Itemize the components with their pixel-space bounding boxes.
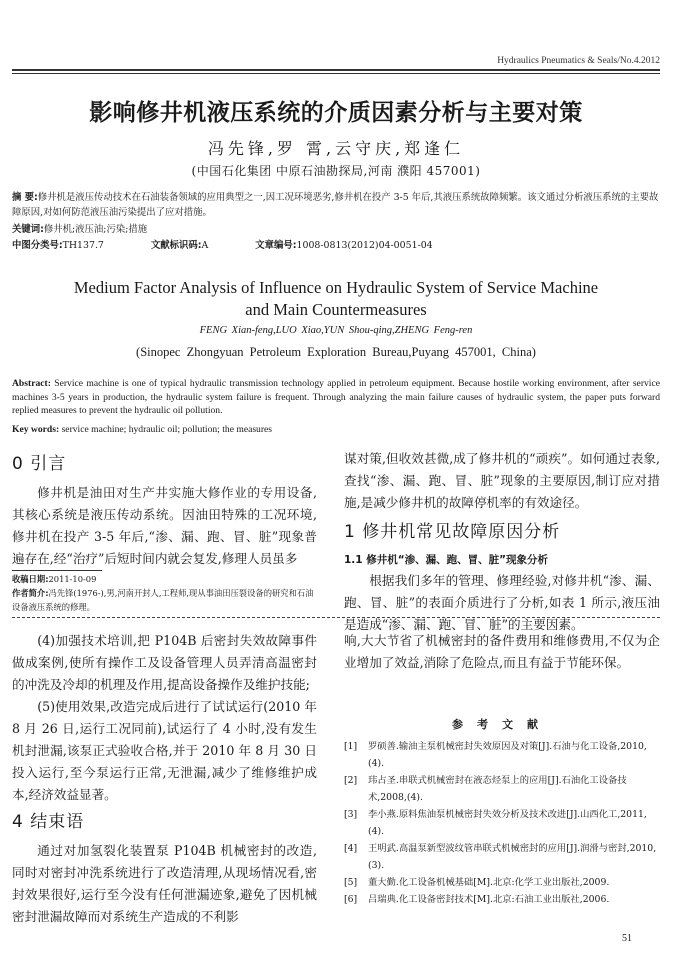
keywords-zh xyxy=(12,222,660,237)
article-separator xyxy=(12,617,660,618)
abstract-zh-text: 修井机是液压传动技术在石油装备领域的应用典型之一,因工况环境恶劣,修井机在投产 3-5 年后,其液压系统故障频繁。该文通过分析液压系统的主要故障原因,对如何防范液压油污染提出了应对措施。 xyxy=(12,192,659,218)
lower-right-column xyxy=(344,630,660,674)
reference-number: [5] xyxy=(344,877,358,888)
affiliation-zh: (中国石化集团 中原石油勘探局,河南 濮阳 457001) xyxy=(191,164,481,178)
conclusion-paragraph: 通过对加氢裂化装置泵 P104B 机械密封的改造,同时对密封冲洗系统进行了改造清理,从现场情况看,密封效果很好,运行至今没有任何泄漏迹象,避免了因机械密封泄漏故障而对系统生产造成的不利影 xyxy=(12,843,317,924)
reference-text: 罗硕善.输油主泵机械密封失效原因及对策[J].石油与化工设备,2010,(4). xyxy=(368,741,647,769)
section-1-heading: 1 修井机常见故障原因分析 xyxy=(344,522,561,542)
intro-paragraph: 修井机是油田对生产井实施大修作业的专用设备,其核心系统是液压传动系统。因油田特殊的工况环境,修井机在投产 3-5 年后,“渗、漏、跑、冒、脏”现象普遍存在,经“治疗”后短时间内就会复发,修理人员虽多 xyxy=(12,485,317,566)
paper-title-zh: 影响修井机液压系统的介质因素分析与主要对策 xyxy=(89,100,583,126)
received-date: 收稿日期:2011-10-09 xyxy=(12,574,97,584)
section-4-heading: 4 结束语 xyxy=(12,812,85,832)
abstract-en xyxy=(12,377,660,418)
clc-code: 中图分类号:TH137.7 xyxy=(12,240,104,251)
keywords-zh-label: 关键词: xyxy=(12,224,44,235)
article-number: 文章编号:1008-0813(2012)04-0051-04 xyxy=(255,240,433,251)
reference-text: 董大勤.化工设备机械基础[M].北京:化学工业出版社,2009. xyxy=(368,877,610,888)
references-list xyxy=(344,738,660,908)
keywords-zh-text: 修井机;液压油;污染;措施 xyxy=(43,224,148,235)
reference-text: 玮占圣.串联式机械密封在液态烃泵上的应用[J].石油化工设备技术,2008,(4). xyxy=(368,775,627,803)
reference-number: [1] xyxy=(344,741,358,752)
abstract-en-label: Abstract: xyxy=(12,378,51,389)
journal-header: Hydraulics Pneumatics & Seals/No.4.2012 xyxy=(497,56,660,66)
keywords-en-label: Key words: xyxy=(12,424,60,435)
section-1-1-paragraph: 根据我们多年的管理、修理经验,对修井机“渗、漏、跑、冒、脏”的表面介质进行了分析,如表 1 所示,液压油是造成“渗、漏、跑、冒、脏”的主要因素。 xyxy=(344,573,660,632)
lower-left-column xyxy=(12,630,317,928)
doc-code: 文献标识码:A xyxy=(150,240,209,251)
reference-number: [3] xyxy=(344,809,358,820)
references-title: 参考文献 xyxy=(452,718,552,731)
paper-title-en xyxy=(12,277,660,321)
abstract-en-text: Service machine is one of typical hydraulic transmission technology applied in petroleum equipment. Because hostile working environment, after service machines 3-5 years in production, the hydraulic system failure is frequent. Through analyzing the main failure causes of hydraulic system, the paper puts forward replied measures to prevent the hydraulic oil pollution. xyxy=(12,378,660,416)
authors-zh: 冯先锋,罗 霄,云守庆,郑逢仁 xyxy=(207,139,465,158)
reference-text: 王明武.高温泵新型波纹管串联式机械密封的应用[J].润滑与密封,2010,(3). xyxy=(368,843,657,871)
reference-number: [4] xyxy=(344,843,358,854)
item-4-paragraph: (4)加强技术培训,把 P104B 后密封失效故障事件做成案例,使所有操作工及设备管理人员弄清高温密封的冲洗及冷却的机理及作用,提高设备操作及维护技能; xyxy=(12,633,317,692)
intro-paragraph-continued: 谋对策,但收效甚微,成了修井机的“顽疾”。如何通过表象,查找“渗、漏、跑、冒、脏”现象的主要原因,制订应对措施,是减少修井机的故障停机率的有效途径。 xyxy=(344,451,660,510)
classification-row xyxy=(12,238,660,253)
reference-item xyxy=(344,840,660,874)
reference-item xyxy=(344,772,660,806)
authors-en: FENG Xian-feng,LUO Xiao,YUN Shou-qing,ZHENG Feng-ren xyxy=(199,325,473,336)
header-rule-thin xyxy=(12,73,660,74)
header-rule xyxy=(12,69,660,71)
conclusion-paragraph-continued: 响,大大节省了机械密封的备件费用和维修费用,不仅为企业增加了效益,消除了危险点,而且有益于节能环保。 xyxy=(344,633,660,670)
abstract-zh xyxy=(12,190,660,220)
reference-number: [6] xyxy=(344,894,358,905)
abstract-zh-label: 摘 要: xyxy=(12,192,38,203)
affiliation-en: (Sinopec Zhongyuan Petroleum Exploration Bureau,Puyang 457001, China) xyxy=(136,345,536,359)
footnote-rule xyxy=(12,570,102,571)
subsection-1-1-heading: 1.1 修井机“渗、漏、跑、冒、脏”现象分析 xyxy=(344,554,549,566)
section-0-heading: 0 引言 xyxy=(12,454,67,474)
reference-item xyxy=(344,891,660,908)
keywords-en-text: service machine; hydraulic oil; pollution; the measures xyxy=(61,424,273,435)
paper-title-en-line1: Medium Factor Analysis of Influence on Hydraulic System of Service Machine xyxy=(73,278,599,297)
paper-title-en-line2: and Main Countermeasures xyxy=(245,300,427,319)
reference-item xyxy=(344,874,660,891)
reference-text: 吕瑞典.化工设备密封技术[M].北京:石油工业出版社,2006. xyxy=(368,894,610,905)
upper-left-column xyxy=(12,448,317,570)
reference-number: [2] xyxy=(344,775,358,786)
page-number: 51 xyxy=(622,933,632,944)
reference-text: 李小燕.原料焦油泵机械密封失效分析及技术改进[J].山西化工,2011,(4). xyxy=(368,809,647,837)
keywords-en xyxy=(12,424,660,435)
footnote xyxy=(12,572,317,614)
item-5-paragraph: (5)使用效果,改造完成后进行了试试运行(2010 年 8 月 26 日,运行工况同前),试运行了 4 小时,没有发生机封泄漏,该泵正式验收合格,并于 2010 年 8 月 30 日投入运行,至今泵运行正常,无泄漏,减少了维修维护成本,经济效益显著。 xyxy=(12,699,317,802)
reference-item xyxy=(344,806,660,840)
upper-right-column xyxy=(344,448,660,636)
author-bio: 作者简介:冯先锋(1976-),男,河南开封人,工程师,现从事油田压裂设备的研究和石油设备液压系统的修理。 xyxy=(12,588,314,612)
reference-item xyxy=(344,738,660,772)
